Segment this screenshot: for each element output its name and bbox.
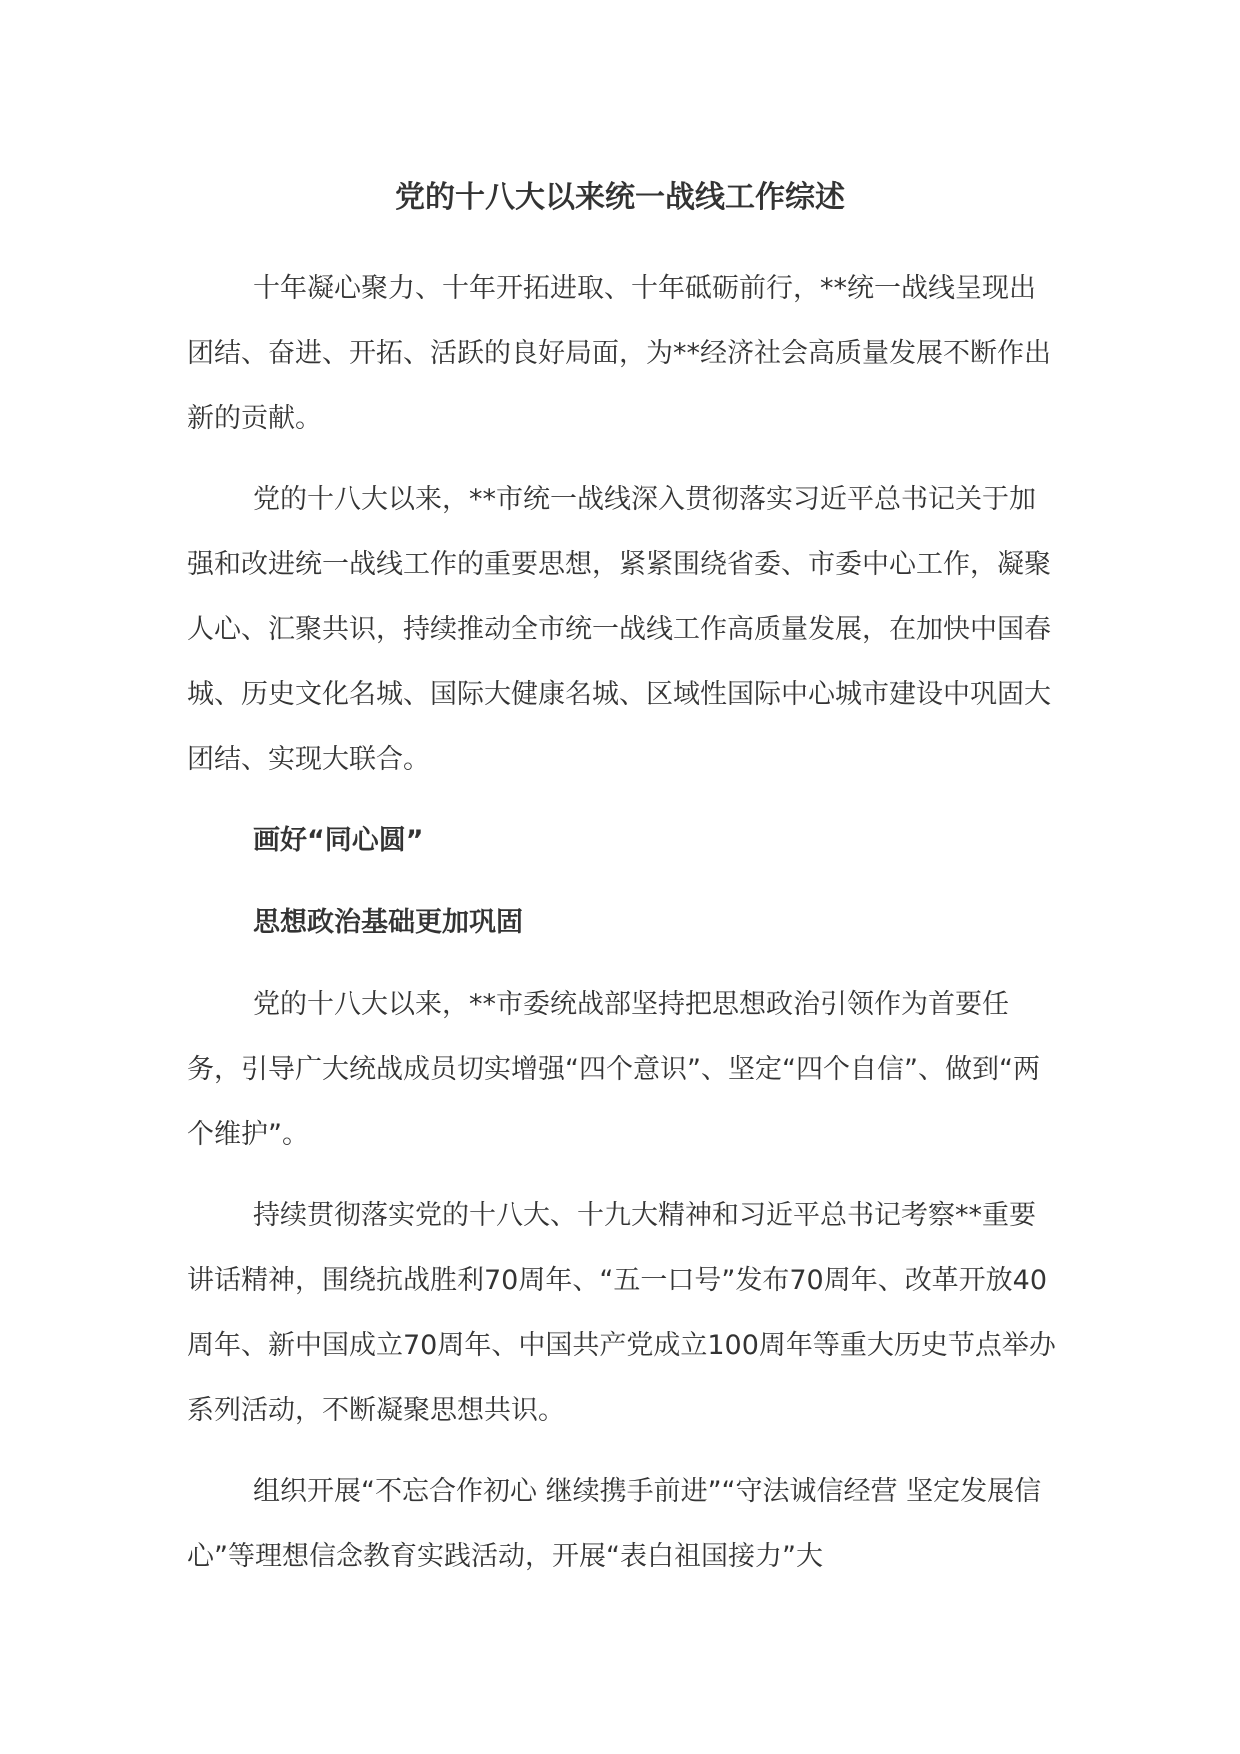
paragraph-overview: 党的十八大以来，**市统一战线深入贯彻落实习近平总书记关于加强和改进统一战线工作的重要思想，紧紧围绕省委、市委中心工作，凝聚人心、汇聚共识，持续推动全市统一战线工作高质量发展，在加快中国春城、历史文化名城、国际大健康名城、区域性国际中心城市建设中巩固大团结、实现大联合。 bbox=[187, 484, 1051, 775]
paragraph-education-activities: 组织开展“不忘合作初心 继续携手前进”“守法诚信经营 坚定发展信心”等理想信念教育实践活动，开展“表白祖国接力”大 bbox=[187, 1476, 1042, 1572]
section-heading: 画好“同心圆” bbox=[253, 825, 424, 856]
paragraph-intro: 十年凝心聚力、十年开拓进取、十年砥砺前行，**统一战线呈现出团结、奋进、开拓、活跃的良好局面，为**经济社会高质量发展不断作出新的贡献。 bbox=[187, 273, 1051, 434]
document-title: 党的十八大以来统一战线工作综述 bbox=[395, 180, 845, 215]
section-subheading: 思想政治基础更加巩固 bbox=[253, 907, 523, 938]
paragraph-ideological-guidance: 党的十八大以来，**市委统战部坚持把思想政治引领作为首要任务，引导广大统战成员切实增强“四个意识”、坚定“四个自信”、做到“两个维护”。 bbox=[187, 989, 1040, 1150]
document-body bbox=[187, 256, 1057, 1605]
paragraph-historical-events: 持续贯彻落实党的十八大、十九大精神和习近平总书记考察**重要讲话精神，围绕抗战胜利70周年、“五一口号”发布70周年、改革开放40周年、新中国成立70周年、中国共产党成立100周年等重大历史节点举办系列活动，不断凝聚思想共识。 bbox=[187, 1200, 1056, 1426]
